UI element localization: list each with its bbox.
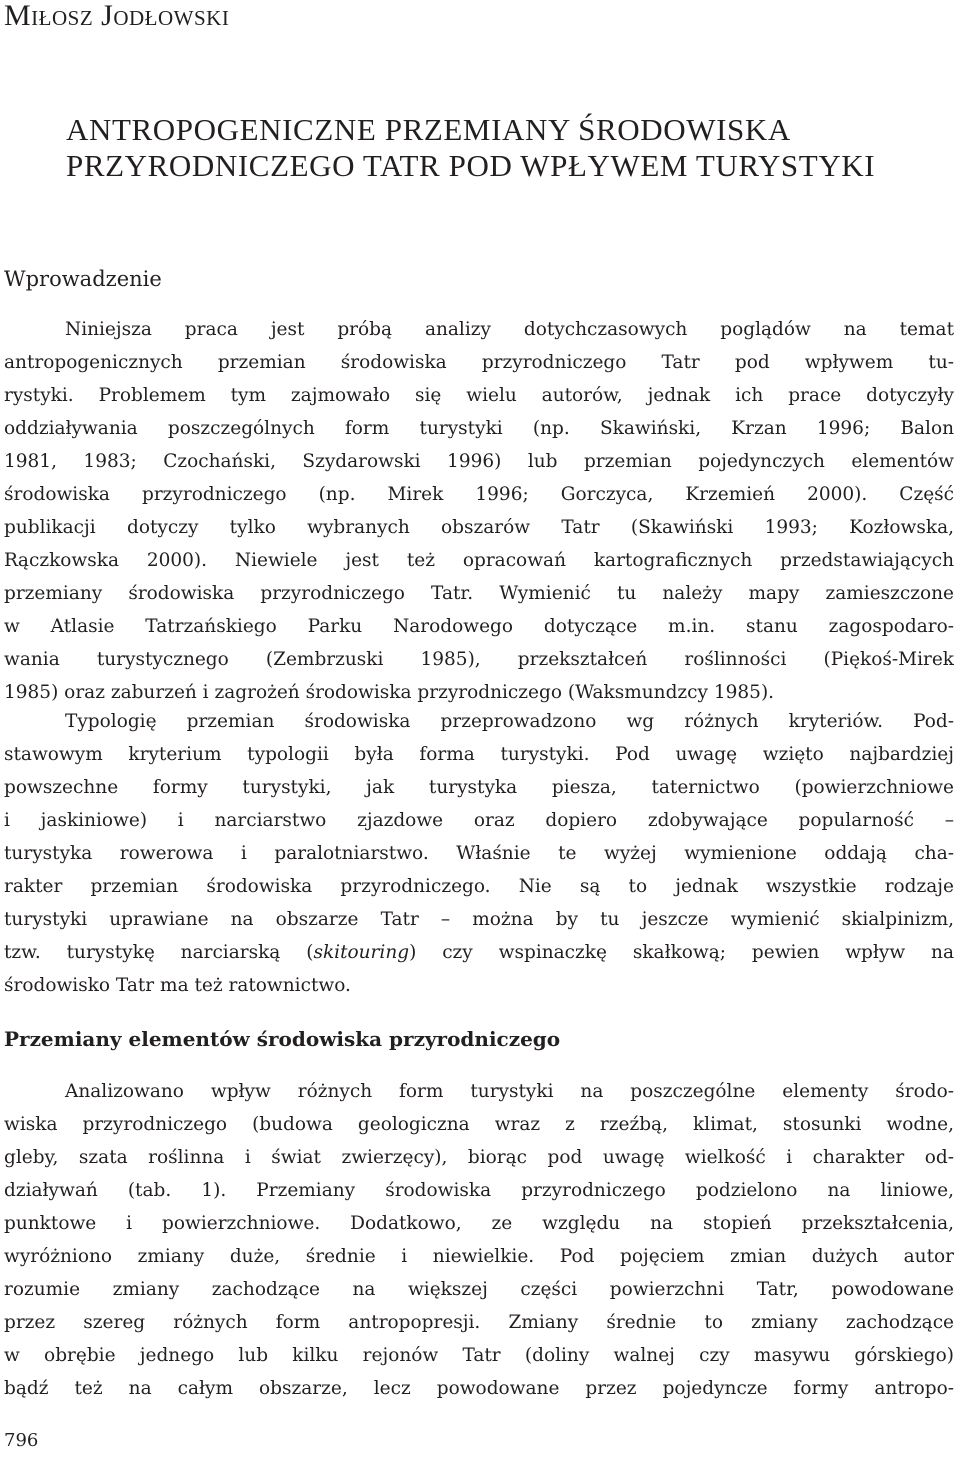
- article-title: [66, 112, 936, 184]
- text-line: tzw. turystykę narciarską (skitouring) czy wspinaczkę skałkową; pewien wpływ na: [4, 942, 954, 963]
- text-line: punktowe i powierzchniowe. Dodatkowo, ze względu na stopień przekształcenia,: [4, 1213, 954, 1234]
- text-line: przemiany środowiska przyrodniczego Tatr. Wymienić tu należy mapy zamieszczone: [4, 583, 954, 604]
- paragraph-introduction: [4, 313, 954, 709]
- text-line: antropogenicznych przemian środowiska przyrodniczego Tatr pod wpływem tu-: [4, 352, 954, 373]
- text-line: 1985) oraz zaburzeń i zagrożeń środowiska przyrodniczego (Waksmundzcy 1985).: [4, 682, 775, 703]
- text-line: w obrębie jednego lub kilku rejonów Tatr (doliny walnej czy masywu górskiego): [4, 1345, 954, 1366]
- text-line: przez szereg różnych form antropopresji. Zmiany średnie to zmiany zachodzące: [4, 1312, 954, 1333]
- text-line: wiska przyrodniczego (budowa geologiczna wraz z rzeźbą, klimat, stosunki wodne,: [4, 1114, 954, 1135]
- text-line: w Atlasie Tatrzańskiego Parku Narodowego dotyczące m.in. stanu zagospodaro-: [4, 616, 954, 637]
- text-line: Analizowano wpływ różnych form turystyki na poszczególne elementy środo-: [65, 1081, 954, 1102]
- text-line: powszechne formy turystyki, jak turystyka piesza, taternictwo (powierzchniowe: [4, 777, 954, 798]
- text-line: środowiska przyrodniczego (np. Mirek 1996; Gorczyca, Krzemień 2000). Część: [4, 484, 954, 505]
- text-line: bądź też na całym obszarze, lecz powodowane przez pojedyncze formy antropo-: [4, 1378, 954, 1399]
- text-line: publikacji dotyczy tylko wybranych obszarów Tatr (Skawiński 1993; Kozłowska,: [4, 517, 954, 538]
- text-line: rozumie zmiany zachodzące na większej części powierzchni Tatr, powodowane: [4, 1279, 954, 1300]
- text-line: środowisko Tatr ma też ratownictwo.: [4, 975, 351, 996]
- text-line: i jaskiniowe) i narciarstwo zjazdowe oraz dopiero zdobywające popularność –: [4, 810, 954, 831]
- text-line: turystyki uprawiane na obszarze Tatr – można by tu jeszcze wymienić skialpinizm,: [4, 909, 954, 930]
- text-line: wyróżniono zmiany duże, średnie i niewielkie. Pod pojęciem zmian dużych autor: [4, 1246, 954, 1267]
- paragraph-analysis: [4, 1075, 954, 1405]
- text-line: gleby, szata roślinna i świat zwierzęcy), biorąc pod uwagę wielkość i charakter od-: [4, 1147, 954, 1168]
- author-name: Miłosz Jodłowski: [4, 0, 230, 32]
- paragraph-typology: [4, 705, 954, 1002]
- title-line: ANTROPOGENICZNE PRZEMIANY ŚRODOWISKA: [66, 112, 791, 147]
- text-line: działywań (tab. 1). Przemiany środowiska przyrodniczego podzielono na liniowe,: [4, 1180, 954, 1201]
- title-line: PRZYRODNICZEGO TATR POD WPŁYWEM TURYSTYKI: [66, 148, 876, 183]
- page-number: 796: [4, 1430, 39, 1451]
- text-line: Niniejsza praca jest próbą analizy dotychczasowych poglądów na temat: [65, 319, 954, 340]
- text-line: rakter przemian środowiska przyrodniczego. Nie są to jednak wszystkie rodzaje: [4, 876, 954, 897]
- text-line: wania turystycznego (Zembrzuski 1985), przekształceń roślinności (Piękoś-Mirek: [4, 649, 954, 670]
- text-line: Rączkowska 2000). Niewiele jest też opracowań kartograficznych przedstawiających: [4, 550, 954, 571]
- text-line: turystyka rowerowa i paralotniarstwo. Właśnie te wyżej wymienione oddają cha-: [4, 843, 954, 864]
- text-line: Typologię przemian środowiska przeprowadzono wg różnych kryteriów. Pod-: [65, 711, 954, 732]
- italic-term: skitouring: [313, 942, 410, 963]
- text-line: oddziaływania poszczególnych form turystyki (np. Skawiński, Krzan 1996; Balon: [4, 418, 954, 439]
- section-heading-changes: Przemiany elementów środowiska przyrodniczego: [4, 1027, 561, 1051]
- section-heading-introduction: Wprowadzenie: [4, 267, 162, 291]
- text-line: stawowym kryterium typologii była forma turystyki. Pod uwagę wzięto najbardziej: [4, 744, 954, 765]
- text-line: 1981, 1983; Czochański, Szydarowski 1996) lub przemian pojedynczych elementów: [4, 451, 954, 472]
- text-line: rystyki. Problemem tym zajmowało się wielu autorów, jednak ich prace dotyczyły: [4, 385, 954, 406]
